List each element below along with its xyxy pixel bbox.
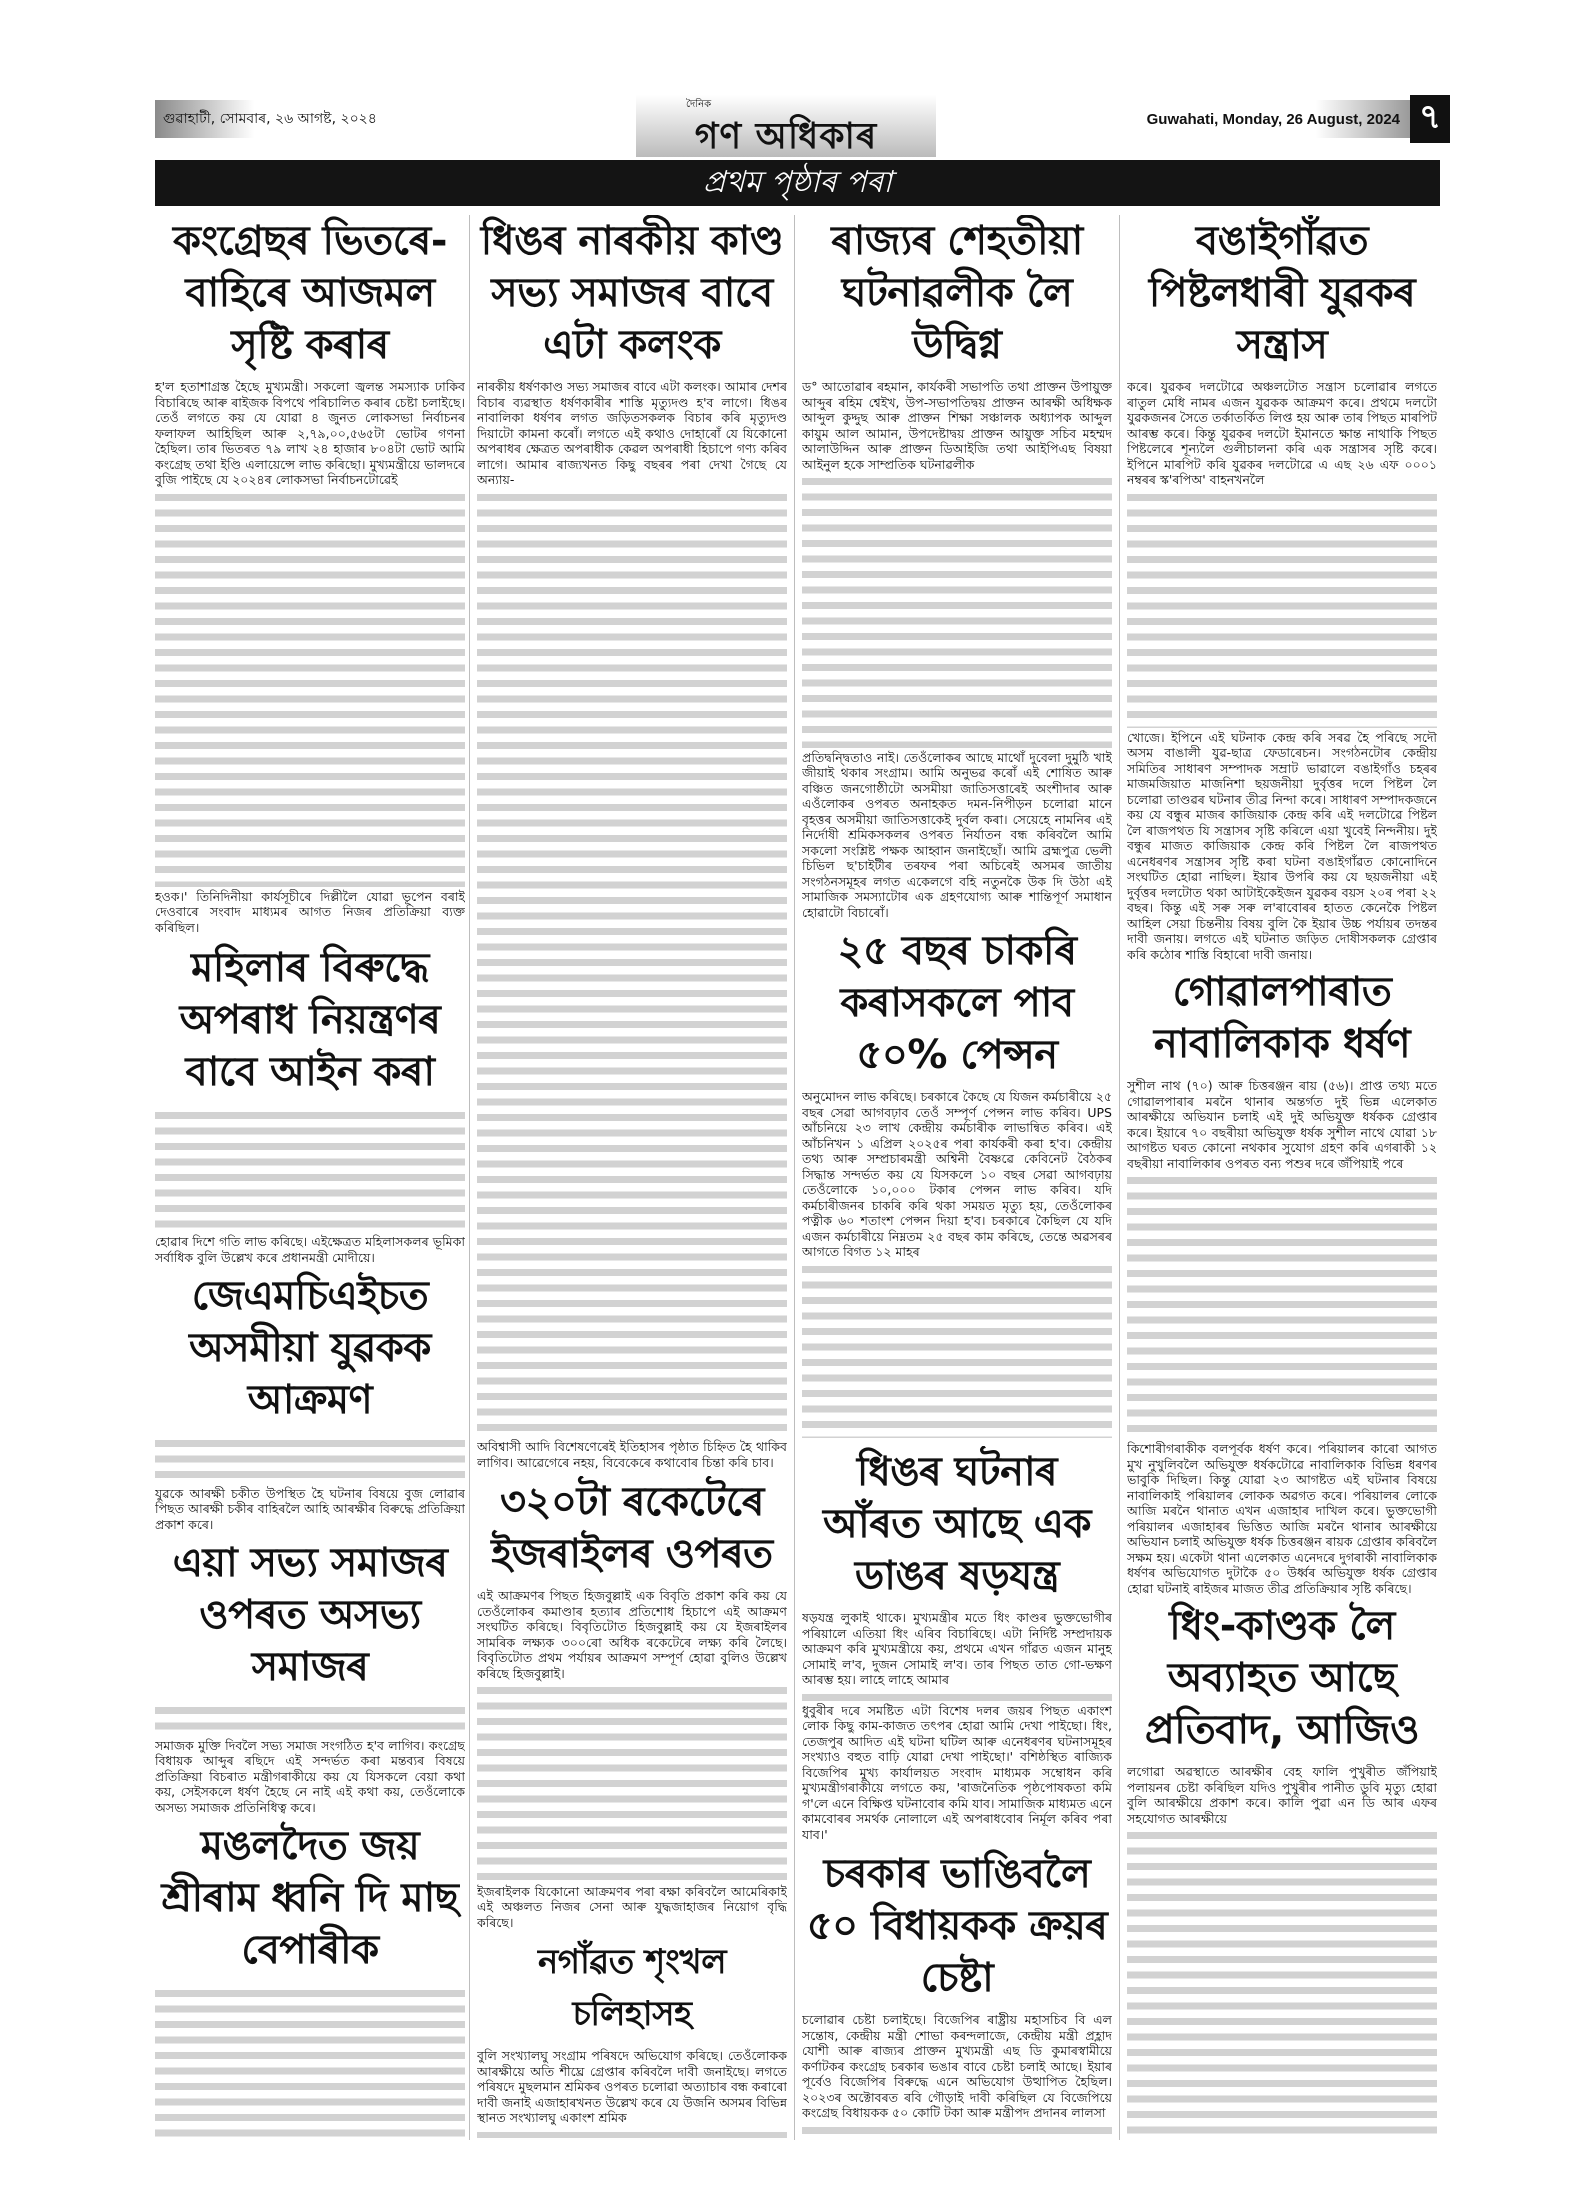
news-article [477,1476,787,1930]
article-text-lines [477,1683,787,1882]
article-body-end: যুৱকে আৰক্ষী চকীত উপস্থিত হৈ ঘটনাৰ বিষয়ে বুজ লোৱাৰ পিছত আৰক্ষী চকীৰ বাহিৰলৈ আহি আৰক্ষীৰ বিৰুদ্ধে প্ৰতিক্ৰিয়া প্ৰকাশ কৰে। [155,1485,465,1532]
news-article [802,1848,1112,2140]
news-article [155,1820,465,2140]
article-body-start: এই আক্ৰমণৰ পিছত হিজবুল্লাই এক বিবৃতি প্ৰকাশ কৰি কয় যে তেওঁলোকৰ কমাণ্ডাৰ হত্যাৰ প্ৰতিশোধ হিচাপে এই আক্ৰমণ সংঘটিত কৰিছে। বিবৃতিটোত হিজবুল্লাই কয় যে ইজৰাইলৰ সামৰিক লক্ষ্যক ৩০০ৰো অধিক ৰকেটেৰে লক্ষ্য কৰি লৈছে। বিবৃতিটোত প্ৰথম পৰ্যায়ৰ আক্ৰমণ সম্পূৰ্ণ হোৱা বুলিও উল্লেখ কৰিছে হিজবুল্লাই। [477,1588,787,1681]
article-headline: নগাঁৱত শৃংখল চলিহাসহ [537,1942,727,2034]
article-body-end: কিশোৰীগৰাকীক বলপূৰ্বক ধৰ্ষণ কৰে। পৰিয়ালৰ কাৰো আগত মুখ নুখুলিবলৈ অভিযুক্ত ধৰ্ষকটোৱে নাবালিকাক বিভিন্ন ধৰণৰ ভাবুকি দিছিল। কিন্তু যোৱা ২৩ আগষ্টত এই ঘটনাৰ বিষয়ে নাবালিকাই পৰিয়ালৰ লোকক অৱগত কৰে। পৰিয়ালৰ লোকে আজি মৰনৈ থানাত এখন এজাহাৰ দাখিল কৰে। ভুক্তভোগী পৰিয়ালৰ এজাহাৰৰ ভিত্তিত আজি মৰনৈ থানাৰ আৰক্ষীয়ে অভিযান চলাই অভিযুক্ত ধৰ্ষক চিত্তৰঞ্জন ৰায়ক গ্ৰেপ্তাৰ কৰিবলৈ সক্ষম হয়। একেটা থানা এলেকাত এনেদৰে দুগৰাকী নাবালিকাক ধৰ্ষণৰ অভিযোগত দুটাকৈ ৫০ উৰ্ধ্বৰ অভিযুক্ত ধৰ্ষক গ্ৰেপ্তাৰ হোৱা ঘটনাই ৰাইজৰ মাজত তীব্ৰ প্ৰতিক্ৰিয়াৰ সৃষ্টি কৰিছে। [1127,1441,1437,1596]
news-article [1127,1600,1437,2140]
news-article [1127,966,1437,1596]
article-body-start: হ'ল হতাশাগ্ৰস্ত হৈছে মুখ্যমন্ত্ৰী। সকলো জ্বলন্ত সমস্যাক ঢাকিব বিচাৰিছে আৰু ৰাইজক বিপথে পৰিচালিত কৰাৰ চেষ্টা চলাইছে। তেওঁ লগতে কয় যে যোৱা ৪ জুনত লোকসভা নিৰ্বাচনৰ ফলাফল আহিছিল আৰু ২,৭৯,০০,৫৬৫টা ভোটৰ গণনা হৈছিল। তাৰ ভিতৰত ৭৯ লাখ ২৪ হাজাৰ ৮০৪টা ভোট আমি কংগ্ৰেছ তথা ইণ্ডি এলায়েন্সে লাভ কৰিছো। মুখ্যমন্ত্ৰীয়ে ভালদৰে বুজি পাইছে যে ২০২৪ৰ লোকসভা নিৰ্বাচনটোৱেই [155,379,465,487]
article-text-lines [802,1690,1112,1701]
masthead-logo [636,95,936,157]
article-text-lines [155,1703,465,1736]
news-article [477,1936,787,2140]
news-article [155,1270,465,1532]
column-divider [794,215,795,2140]
article-headline: গোৱালপাৰাত নাবালিকাক ধৰ্ষণ [1153,969,1411,1067]
article-body-start: ড° আতোৱাৰ ৰহমান, কাৰ্যকৰী সভাপতি তথা প্ৰাক্তন উপায়ুক্ত আব্দুৰ ৰহিম শ্বেইখ, উপ-সভাপতিদ্বয় প্ৰাক্তন আৰক্ষী অধিক্ষক আব্দুল কুদ্দুছ আৰু প্ৰাক্তন শিক্ষা সঞ্চালক অধ্যাপক আব্দুল কায়ুম আল আমান, উপদেষ্টাদ্বয় প্ৰাক্তন আয়ুক্ত সচিব মহম্মদ আলাউদ্দিন আৰু প্ৰাক্তন ডিআইজি তথা আইপিএছ বিষয়া আইনুল হকে সাম্প্ৰতিক ঘটনাৱলীক [802,379,1112,472]
article-body-end: হোৱাৰ দিশে গতি লাভ কৰিছে। এইক্ষেত্ৰত মহিলাসকলৰ ভূমিকা সৰ্বাধিক বুলি উল্লেখ কৰে প্ৰধানমন্ত্ৰী মোদীয়ে। [155,1234,465,1265]
article-headline: কংগ্ৰেছৰ ভিতৰে-বাহিৰে আজমল সৃষ্টি কৰাৰ [173,218,447,368]
header-date-english: Guwahati, Monday, 26 August, 2024 [1140,100,1410,138]
header-date-assamese: গুৱাহাটী, সোমবাৰ, ২৬ আগষ্ট, ২০২৪ [155,100,403,138]
column-divider [469,215,470,2140]
masthead-title: গণ অধিকাৰ [694,116,878,157]
article-headline: ২৫ বছৰ চাকৰি কৰাসকলে পাব ৫০% পেন্সন [837,928,1077,1078]
article-headline: মঙলদৈত জয় শ্ৰীৰাম ধ্বনি দি মাছ বেপাৰীক [161,1823,459,1973]
article-body-end: ইজৰাইলক যিকোনো আক্ৰমণৰ পৰা ৰক্ষা কৰিবলৈ আমেৰিকাই এই অঞ্চলত নিজৰ সেনা আৰু যুদ্ধজাহাজৰ নিয়োগ বৃদ্ধি কৰিছে। [477,1883,787,1930]
news-article [802,925,1112,1440]
article-headline: ধিং-কাণ্ডক লৈ অব্যাহত আছে প্ৰতিবাদ, আজিও [1144,1603,1420,1753]
article-body-start: লগোৱা অৱস্থাতে আৰক্ষীৰ বেহ ফালি পুখুৰীত জঁপিয়াই পলায়নৰ চেষ্টা কৰিছিল যদিও পুখুৰীৰ পানীত ডুবি মৃত্যু হোৱা বুলি আৰক্ষীয়ে প্ৰকাশ কৰে। কালি পুৱা এন ডি আৰ এফৰ সহযোগত আৰক্ষীয়ে [1127,1764,1437,1826]
article-body-end: প্ৰতিদ্বন্দ্বিতাও নাই। তেওঁলোকৰ আছে মাথোঁ দুবেলা দুমুঠি খাই জীয়াই থকাৰ সংগ্ৰাম। আমি অনুভৱ কৰোঁ এই শোষিত আৰু বঞ্চিত জনগোষ্ঠীটো অসমীয়া জাতিসত্তাৰেই অংশীদাৰ আৰু এওঁলোকৰ ওপৰত অনাহকত দমন-নিপীড়ন চলোৱা মানে বৃহত্তৰ অসমীয়া জাতিসত্তাকেই দুৰ্বল কৰা। সেয়েহে নামনিৰ এই নিৰ্দোষী শ্ৰমিকসকলৰ ওপৰত নিৰ্যাতন বন্ধ কৰিবলৈ আমি সকলো সংশ্লিষ্ট পক্ষক আহ্বান জনাইছোঁ। আমি ব্ৰহ্মপুত্ৰ ভেলী চিভিল ছ'চাইটীৰ তৰফৰ পৰা অচিৰেই অসমৰ জাতীয় সংগঠনসমূহৰ লগত একেলগে বহি নতুনকৈ উক দি উঠা এই সামাজিক সমস্যাটোৰ এক গ্ৰহণযোগ্য আৰু শান্তিপূৰ্ণ সমাধান হোৱাটো বিচাৰোঁ। [802,749,1112,920]
news-article [1127,215,1437,962]
news-article [155,215,465,935]
article-body-end: অবিশ্বাসী আদি বিশেষণেৰেই ইতিহাসৰ পৃষ্ঠাত চিহ্নিত হৈ থাকিব লাগিব। আৱেগেৰে নহয়, বিবেকেৰে কথাবোৰ চিন্তা কৰি চাব। [477,1439,787,1470]
column-divider [1119,215,1120,2140]
article-text-lines [802,2123,1112,2139]
article-headline: জেএমচিএইচত অসমীয়া যুৱকক আক্ৰমণ [189,1273,431,1423]
article-text-lines [802,1262,1112,1439]
masthead-small-text: দৈনিক [686,99,712,110]
article-headline: চৰকাৰ ভাঙিবলৈ ৫০ বিধায়কক ক্ৰয়ৰ চেষ্টা [806,1851,1108,2001]
article-text-lines [155,1436,465,1484]
article-text-lines [155,490,465,887]
article-text-lines [1127,1828,1437,2138]
page-number: ৭ [1410,95,1450,143]
article-body-start: বুলি সংখ্যালঘু সংগ্ৰাম পৰিষদে অভিযোগ কৰিছে। তেওঁলোকক আৰক্ষীয়ে অতি শীঘ্ৰে গ্ৰেপ্তাৰ কৰিবলৈ দাবী জনাইছে। লগতে পৰিষদে মুছলমান শ্ৰমিকৰ ওপৰত চলোৱা অত্যাচাৰ বন্ধ কৰাৰো দাবী জনাই এজাহাৰখনত উল্লেখ কৰে যে উজনি অসমৰ বিভিন্ন স্থানত সংখ্যালঘু একাংশ শ্ৰমিক [477,2048,787,2125]
article-headline: বঙাইগাঁৱত পিষ্টলধাৰী যুৱকৰ সন্ত্ৰাস [1148,218,1416,368]
article-text-lines [477,2128,787,2139]
article-body-start: চলোৱাৰ চেষ্টা চলাইছে। বিজেপিৰ ৰাষ্ট্ৰীয় মহাসচিব বি এল সন্তোষ, কেন্দ্ৰীয় মন্ত্ৰী শোভা কৰন্দলাজে, কেন্দ্ৰীয় মন্ত্ৰী প্ৰহ্লাদ যোশী আৰু ৰাজ্যৰ প্ৰাক্তন মুখ্যমন্ত্ৰী এছ ডি কুমাৰস্বামীয়ে কৰ্ণাটকৰ কংগ্ৰেছ চৰকাৰ ভঙাৰ বাবে চেষ্টা চলাই আছে। ইয়াৰ পূৰ্বেও বিজেপিৰ বিৰুদ্ধে এনে অভিযোগ উত্থাপিত হৈছিল। ২০২৩ৰ অক্টোবৰত ৰবি গৌড়াই দাবী কৰিছিল যে বিজেপিয়ে কংগ্ৰেছ বিধায়কক ৫০ কোটি টকা আৰু মন্ত্ৰীপদ প্ৰদানৰ লালসা [802,2012,1112,2120]
article-body-start: নাৰকীয় ধৰ্ষণকাণ্ড সভ্য সমাজৰ বাবে এটা কলংক। আমাৰ দেশৰ বিচাৰ ব্যৱস্থাত ধৰ্ষণকাৰীৰ শাস্তি মৃত্যুদণ্ড হ'ব লাগে। ধিঙৰ নাবালিকা ধৰ্ষণৰ লগত জড়িতসকলক বিচাৰ কৰি মৃত্যুদণ্ড দিয়াটো কামনা কৰোঁ। লগতে এই কথাও দোহাৰোঁ যে যিকোনো অপৰাধৰ ক্ষেত্ৰত অপৰাধীক কেৱল অপৰাধী হিচাপে গণ্য কৰিব লাগে। আমাৰ ৰাজ্যখনত কিছু বছৰৰ পৰা দেখা গৈছে যে অন্যায়- [477,379,787,487]
article-text-lines [477,490,787,1438]
article-headline: মহিলাৰ বিৰুদ্ধে অপৰাধ নিয়ন্ত্ৰণৰ বাবে আইন কৰা [179,945,441,1095]
article-body-end: খোজে। ইপিনে এই ঘটনাক কেন্দ্ৰ কৰি সৰৱ হৈ পৰিছে সদৌ অসম বাঙালী যুৱ-ছাত্ৰ ফেডাৰেচন। সংগঠনটোৰ কেন্দ্ৰীয় সমিতিৰ সাধাৰণ সম্পাদক সম্ৰাট ভাৱালে বঙাইগাঁও চহৰৰ মাজমজিয়াত মাজনিশা ছয়জনীয়া দুৰ্বৃত্তৰ দলে পিষ্টল লৈ চলোৱা তাণ্ডৱৰ ঘটনাৰ তীব্ৰ নিন্দা কৰে। সাধাৰণ সম্পাদকজনে কয় যে বন্ধুৰ মাজৰ কাজিয়াক কেন্দ্ৰ কৰি এই দলটোৱে পিষ্টল লৈ ৰাজপথত যি সন্ত্ৰাসৰ সৃষ্টি কৰিলে এয়া খুবেই নিন্দনীয়। দুই বন্ধুৰ মাজত কাজিয়াক কেন্দ্ৰ কৰি পিষ্টল লৈ ৰাজপথত এনেধৰণৰ সন্ত্ৰাসৰ সৃষ্টি কৰা ঘটনা বঙাইগাঁৱত কোনোদিনে সংঘটিত হোৱা নাছিল। ইয়াৰ উপৰি কয় যে ছয়জনীয়া এই দুৰ্বৃত্তৰ দলটোত থকা আটাইকেইজন যুৱকৰ বয়স ২০ৰ পৰা ২২ বছৰ। কিন্তু এই সৰু সৰু ল'ৰাবোৰৰ হাতত কেনেকৈ পিষ্টল আহিল সেয়া চিন্তনীয় বিষয় বুলি কৈ ইয়াৰ উচ্চ পৰ্যায়ৰ তদন্তৰ দাবী জনায়। লগতে এই ঘটনাত জড়িত দোষীসকলক গ্ৰেপ্তাৰ কৰি কঠোৰ শাস্তি বিহাৰো দাবী জনায়। [1127,729,1437,962]
article-headline: ৩২০টা ৰকেটেৰে ইজৰাইলৰ ওপৰত [491,1479,773,1577]
article-headline: ধিঙৰ ঘটনাৰ আঁৰত আছে এক ডাঙৰ ষড়যন্ত্ৰ [823,1449,1091,1599]
article-text-lines [1127,1173,1437,1439]
news-article [477,215,787,1470]
news-article [155,1537,465,1815]
article-body-start: সুশীল নাথ (৭০) আৰু চিত্তৰঞ্জন ৰায় (৫৬)। প্ৰাপ্ত তথ্য মতে গোৱালপাৰাৰ মৰনৈ থানাৰ অন্তৰ্গত দুই ভিন্ন এলেকাত আৰক্ষীয়ে অভিযান চলাই এই দুই অভিযুক্ত ধৰ্ষকক গ্ৰেপ্তাৰ কৰে। ইয়াৰে ৭০ বছৰীয়া অভিযুক্ত ধৰ্ষক সুশীল নাথে যোৱা ১৮ আগষ্টত ঘৰত কোনো নথকাৰ সুযোগ গ্ৰহণ কৰি এগৰাকী ১২ বছৰীয়া নাবালিকাৰ ওপৰত বন্য পশুৰ দৰে জঁপিয়াই পৰে [1127,1078,1437,1171]
article-text-lines [1127,490,1437,728]
article-text-lines [802,474,1112,748]
section-banner: প্ৰথম পৃষ্ঠাৰ পৰা [155,160,1440,206]
news-article [802,1446,1112,1842]
article-body-end: সমাজক মুক্তি দিবলৈ সভ্য সমাজ সংগঠিত হ'ব লাগিব। কংগ্ৰেছ বিধায়ক আব্দুৰ ৰছিদে এই সন্দৰ্ভত কৰা মন্তব্যৰ বিষয়ে প্ৰতিক্ৰিয়া বিচৰাত মন্ত্ৰীগৰাকীয়ে কয় যে যিসকলে বেয়া কথা কয়, সেইসকলে ধৰ্ষণ হৈছে নে নাই এই কথা কয়, তেওঁলোকে অসভ্য সমাজক প্ৰতিনিধিত্ব কৰে। [155,1737,465,1815]
article-body-start: ষড়যন্ত্ৰ লুকাই থাকে। মুখ্যমন্ত্ৰীৰ মতে ধিং কাণ্ডৰ ভুক্তভোগীৰ পৰিয়ালে এতিয়া ধিং এৰিব বিচাৰিছে। এটা নিৰ্দিষ্ট সম্প্ৰদায়ক আক্ৰমণ কৰি মুখ্যমন্ত্ৰীয়ে কয়, প্ৰথমে এখন গাঁৱত এজন মানুহ সোমাই ল'ব, দুজন সোমাই ল'ব। তাৰ পিছত তাত গো-ভক্ষণ আৰম্ভ হয়। লাহে লাহে আমাৰ [802,1610,1112,1687]
article-body-start: অনুমোদন লাভ কৰিছে। চৰকাৰে কৈছে যে যিজন কৰ্মচাৰীয়ে ২৫ বছৰ সেৱা আগবঢ়াব তেওঁ সম্পূৰ্ণ পেন্সন লাভ কৰিব। UPS আঁচনিয়ে ২৩ লাখ কেন্দ্ৰীয় কৰ্মচাৰীক লাভান্বিত কৰিব। এই আঁচনিখন ১ এপ্ৰিল ২০২৫ৰ পৰা কাৰ্যকৰী কৰা হ'ব। কেন্দ্ৰীয় তথ্য আৰু সম্প্ৰচাৰমন্ত্ৰী অশ্বিনী বৈষ্ণৱে কেবিনেট বৈঠকৰ সিদ্ধান্ত সন্দৰ্ভত কয় যে যিসকলে ১০ বছৰ সেৱা আগবঢ়ায় তেওঁলোকে ১০,০০০ টকাৰ পেন্সন লাভ কৰিব। যদি কৰ্মচাৰীজনৰ চাকৰি কৰি থকা সময়ত মৃত্যু হয়, তেওঁলোকৰ পত্নীক ৬০ শতাংশ পেন্সন দিয়া হ'ব। চৰকাৰে কৈছিল যে যদি এজন কৰ্মচাৰীয়ে নিম্নতম ২৫ বছৰ কাম কৰিছে, তেন্তে অৱসৰৰ আগতে বিগত ১২ মাহৰ [802,1089,1112,1259]
article-text-lines [155,1108,465,1232]
news-article [155,942,465,1265]
article-body-start: কৰে। যুৱকৰ দলটোৱে অঞ্চলটোত সন্ত্ৰাস চলোৱাৰ লগতে ৰাতুল মেধি নামৰ এজন যুৱকক আক্ৰমণ কৰে। প্ৰথমে দলটো যুৱকজনৰ সৈতে তৰ্কাতৰ্কিত লিপ্ত হয় আৰু তাৰ পিছত মাৰপিট আৰম্ভ কৰে। কিন্তু যুৱকৰ দলটো ইমানতে ক্ষান্ত নাথাকি পিছত পিষ্টলেৰে শূন্যলৈ গুলীচালনা কৰি এক সন্ত্ৰাসৰ সৃষ্টি কৰে। ইপিনে মাৰপিট কৰি যুৱকৰ দলটোৱে এ এছ ২৬ এফ ০০০১ নম্বৰৰ স্ক'ৰপিঅ' বাহনখনলৈ [1127,379,1437,487]
article-headline: ধিঙৰ নাৰকীয় কাণ্ড সভ্য সমাজৰ বাবে এটা কলংক [480,218,784,368]
article-headline: এয়া সভ্য সমাজৰ ওপৰত অসভ্য সমাজৰ [172,1540,448,1690]
article-body-end: ধুবুৰীৰ দৰে সমষ্টিত এটা বিশেষ দলৰ জয়ৰ পিছত একাংশ লোক কিছু কাম-কাজত তৎপৰ হোৱা আমি দেখা পাইছো। ধিং, তেজপুৰ আদিত এই ঘটনা ঘটিল আৰু এনেধৰণৰ ঘটনাসমূহৰ সংখ্যাও বহুত বাঢ়ি যোৱা দেখা পাইছো।' বশিষ্ঠস্থিত ৰাজ্যিক বিজেপিৰ মুখ্য কাৰ্যালয়ত সংবাদ মাধ্যমক সম্বোধন কৰি মুখ্যমন্ত্ৰীগৰাকীয়ে লগতে কয়, 'ৰাজনৈতিক পৃষ্ঠপোষকতা কমি গ'লে এনে বিক্ষিপ্ত ঘটনাবোৰ কমি যাব। সামাজিক মাধ্যমত এনে কামবোৰৰ সমৰ্থক নোলালে এই অপৰাধবোৰ নিৰ্মূল কৰিব পৰা যাব।' [802,1702,1112,1842]
article-body-end: হওক।' তিনিদিনীয়া কাৰ্যসূচীৰে দিল্লীলৈ যোৱা ভূপেন বৰাই দেওবাৰে সংবাদ মাধ্যমৰ আগত নিজৰ প্ৰতিক্ৰিয়া ব্যক্ত কৰিছিল। [155,888,465,935]
article-text-lines [155,1986,465,2138]
article-headline: ৰাজ্যৰ শেহতীয়া ঘটনাৱলীক লৈ উদ্বিগ্ন [831,218,1083,368]
news-article [802,215,1112,920]
